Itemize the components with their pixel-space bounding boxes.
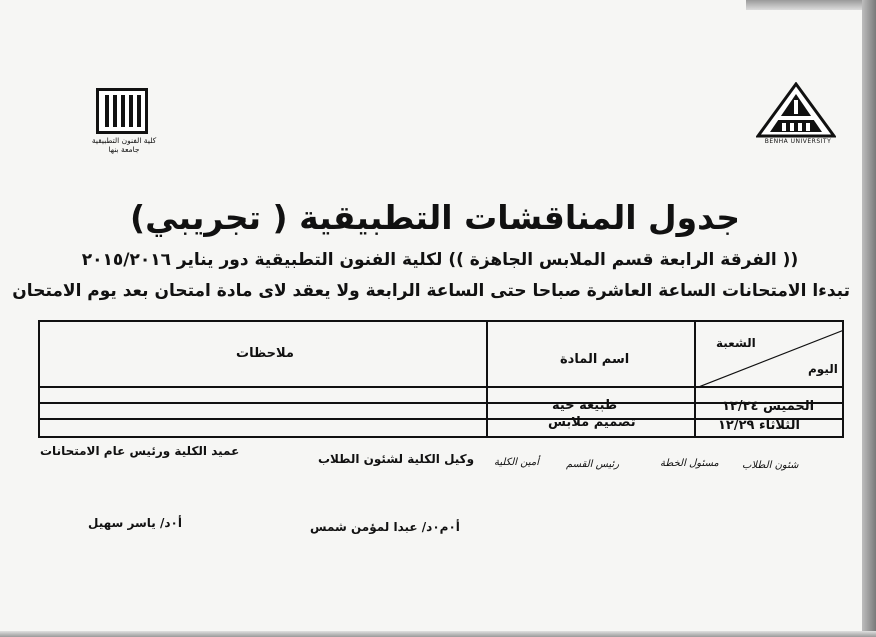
row-2-day: الثلاثاء ١٢/٢٩ [718,418,800,433]
column-header-section: الشعبة [716,336,756,350]
page-title: جدول المناقشات التطبيقية ( تجريبي) [130,198,740,237]
university-logo [756,82,836,148]
schedule-table [38,320,844,438]
faculty-logo-caption-line2: جامعة بنها [108,145,140,154]
row-2-subject: تصميم ملابس [548,415,636,430]
row-1-day: الخميس ١٢/٢٤ [722,399,815,414]
column-header-subject: اسم المادة [560,352,630,367]
signature-dept-head: رئيس القسم [566,459,620,470]
signature-dean-name: أ٠د/ ياسر سهيل [88,516,182,530]
signature-college-secretary: أمين الكلية [494,457,539,468]
university-logo-caption: BENHA UNIVERSITY [764,138,832,145]
faculty-logo-mark [96,88,148,134]
exam-time-note: تبدءا الامتحانات الساعة العاشرة صباحا حتى الساعة الرابعة ولا يعقد لاى مادة امتحان بعد يوم الامتحان [12,281,850,301]
university-logo-mark [756,82,836,140]
signature-plan-officer: مسئول الخطة [660,458,719,469]
page-subtitle: (( الفرقة الرابعة قسم الملابس الجاهزة )) لكلية الفنون التطبيقية دور يناير ٢٠١٥/٢٠١٦ [81,250,799,270]
header-diagonal [696,322,844,388]
signature-vice-dean-title: وكيل الكلية لشئون الطلاب [318,452,475,466]
signature-student-affairs: شئون الطلاب [742,460,799,471]
signature-vice-dean-name: أ٠م٠د/ عبدا لمؤمن شمس [310,520,460,534]
faculty-logo-caption-line1: كلية الفنون التطبيقية [91,136,157,145]
scan-edge-right [862,0,876,637]
row-1-subject: طبيعة حية [552,398,618,413]
faculty-logo [88,88,158,154]
scan-edge-bottom [0,631,876,637]
signature-dean-title: عميد الكلية ورئيس عام الامتحانات [40,444,240,458]
scan-edge-top [746,0,876,10]
column-header-notes: ملاحظات [236,346,294,361]
column-header-day: اليوم [808,362,838,376]
